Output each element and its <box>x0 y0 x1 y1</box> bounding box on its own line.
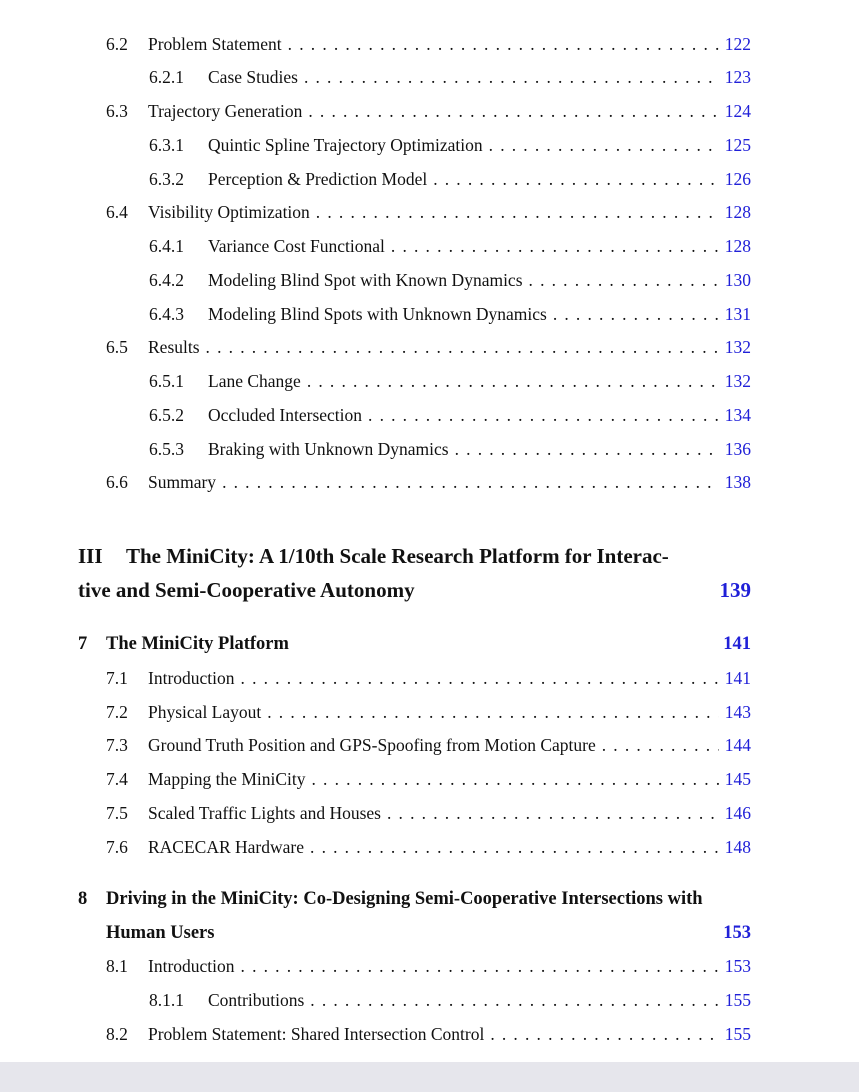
entry-title: Ground Truth Position and GPS-Spoofing from Motion Capture <box>148 734 596 755</box>
toc-entry-6-4[interactable] <box>106 197 751 227</box>
entry-page-link[interactable]: 123 <box>724 66 751 87</box>
entry-number: 6.4.2 <box>149 269 184 290</box>
entry-title: Perception & Prediction Model <box>208 168 428 189</box>
entry-page-link[interactable]: 134 <box>724 404 751 425</box>
entry-page-link[interactable]: 125 <box>724 134 751 155</box>
toc-entry-8-1[interactable] <box>106 951 751 981</box>
entry-title: Lane Change <box>208 370 301 391</box>
entry-title: Mapping the MiniCity <box>148 768 306 789</box>
dot-leader <box>288 34 719 55</box>
toc-entry-6-4-2[interactable] <box>149 265 751 295</box>
entry-page-link[interactable]: 128 <box>724 201 751 222</box>
toc-entry-6-3-1[interactable] <box>149 130 751 160</box>
dot-leader <box>308 101 719 122</box>
toc-entry-6-5[interactable] <box>106 332 751 362</box>
entry-number: 6.5.3 <box>149 438 184 459</box>
entry-title: Variance Cost Functional <box>208 235 385 256</box>
chapter-number: 8 <box>78 888 88 909</box>
entry-number: 6.4 <box>106 201 128 222</box>
entry-page-link[interactable]: 155 <box>724 1023 751 1044</box>
entry-title: Visibility Optimization <box>148 201 310 222</box>
chapter-page-link[interactable]: 141 <box>723 633 751 654</box>
dot-leader <box>316 202 719 223</box>
entry-number: 6.4.3 <box>149 303 184 324</box>
entry-page-link[interactable]: 144 <box>724 734 751 755</box>
entry-page-link[interactable]: 143 <box>724 701 751 722</box>
toc-chapter-8[interactable] <box>78 884 751 914</box>
part-title-continued: tive and Semi-Cooperative Autonomy <box>78 578 415 602</box>
entry-title: Modeling Blind Spot with Known Dynamics <box>208 269 523 290</box>
toc-entry-6-3[interactable] <box>106 96 751 126</box>
entry-title: Trajectory Generation <box>148 100 303 121</box>
toc-entry-7-4[interactable] <box>106 764 751 794</box>
toc-chapter-7[interactable] <box>78 629 751 659</box>
toc-entry-6-4-1[interactable] <box>149 231 751 261</box>
toc-entry-7-5[interactable] <box>106 798 751 828</box>
entry-page-link[interactable]: 146 <box>724 802 751 823</box>
dot-leader <box>267 702 719 723</box>
entry-number: 6.5 <box>106 336 128 357</box>
viewer-bottom-bar <box>0 1062 859 1092</box>
dot-leader <box>455 439 719 460</box>
dot-leader <box>553 304 719 325</box>
entry-number: 8.1.1 <box>149 989 184 1010</box>
dot-leader <box>489 135 719 156</box>
dot-leader <box>310 990 719 1011</box>
dot-leader <box>241 668 719 689</box>
part-title-line-1 <box>78 539 751 573</box>
dot-leader <box>433 169 719 190</box>
dot-leader <box>387 803 719 824</box>
part-page-link[interactable]: 139 <box>719 578 751 602</box>
entry-page-link[interactable]: 155 <box>724 989 751 1010</box>
entry-title: Case Studies <box>208 66 298 87</box>
dot-leader <box>241 956 719 977</box>
toc-entry-6-6[interactable] <box>106 467 751 497</box>
entry-number: 6.3.2 <box>149 168 184 189</box>
entry-page-link[interactable]: 136 <box>724 438 751 459</box>
toc-entry-7-2[interactable] <box>106 697 751 727</box>
chapter-page-link[interactable]: 153 <box>723 922 751 943</box>
dot-leader <box>490 1024 719 1045</box>
dot-leader <box>368 405 719 426</box>
toc-chapter-8-line-2[interactable] <box>106 918 751 948</box>
part-title-line-2 <box>78 573 751 607</box>
entry-title: Problem Statement: Shared Intersection Control <box>148 1023 485 1044</box>
entry-title: Modeling Blind Spots with Unknown Dynamics <box>208 303 547 324</box>
entry-number: 7.2 <box>106 701 128 722</box>
toc-entry-7-3[interactable] <box>106 730 751 760</box>
entry-title: Scaled Traffic Lights and Houses <box>148 802 381 823</box>
entry-page-link[interactable]: 131 <box>724 303 751 324</box>
entry-number: 6.5.2 <box>149 404 184 425</box>
dot-leader <box>307 371 719 392</box>
entry-title: Results <box>148 336 200 357</box>
entry-number: 8.1 <box>106 955 128 976</box>
dot-leader <box>222 472 719 493</box>
entry-page-link[interactable]: 122 <box>724 33 751 54</box>
entry-title: RACECAR Hardware <box>148 836 305 857</box>
entry-number: 7.1 <box>106 667 128 688</box>
toc-part-3[interactable] <box>78 539 751 607</box>
entry-title: Summary <box>148 471 217 492</box>
dot-leader <box>391 236 719 257</box>
toc-entry-6-4-3[interactable] <box>149 299 751 329</box>
entry-page-link[interactable]: 145 <box>724 768 751 789</box>
toc-entry-7-1[interactable] <box>106 663 751 693</box>
entry-number: 6.4.1 <box>149 235 184 256</box>
entry-title: Introduction <box>148 667 235 688</box>
entry-title: Introduction <box>148 955 235 976</box>
dot-leader <box>206 337 719 358</box>
entry-page-link[interactable]: 138 <box>724 471 751 492</box>
part-title: The MiniCity: A 1/10th Scale Research Platform for Interac- <box>126 544 669 568</box>
chapter-title-continued: Human Users <box>106 922 215 943</box>
entry-number: 6.3 <box>106 100 128 121</box>
toc-entry-6-5-2[interactable] <box>149 400 751 430</box>
dot-leader <box>312 769 720 790</box>
toc-entry-6-5-3[interactable] <box>149 434 751 464</box>
entry-number: 7.5 <box>106 802 128 823</box>
entry-page-link[interactable]: 148 <box>724 836 751 857</box>
entry-number: 7.3 <box>106 734 128 755</box>
entry-number: 6.3.1 <box>149 134 184 155</box>
entry-title: Problem Statement <box>148 33 282 54</box>
entry-number: 7.6 <box>106 836 128 857</box>
toc-entry-6-2-1[interactable] <box>149 62 751 92</box>
entry-title: Occluded Intersection <box>208 404 363 425</box>
dot-leader <box>304 67 719 88</box>
entry-page-link[interactable]: 124 <box>724 100 751 121</box>
chapter-number: 7 <box>78 633 88 654</box>
entry-page-link[interactable]: 132 <box>724 370 751 391</box>
toc-entry-6-3-2[interactable] <box>149 164 751 194</box>
entry-page-link[interactable]: 126 <box>724 168 751 189</box>
dot-leader <box>529 270 719 291</box>
entry-title: Physical Layout <box>148 701 262 722</box>
entry-title: Braking with Unknown Dynamics <box>208 438 449 459</box>
entry-page-link[interactable]: 141 <box>724 667 751 688</box>
toc-entry-8-2[interactable] <box>106 1019 751 1049</box>
entry-number: 8.2 <box>106 1023 128 1044</box>
entry-title: Contributions <box>208 989 305 1010</box>
entry-title: Quintic Spline Trajectory Optimization <box>208 134 483 155</box>
toc-entry-8-1-1[interactable] <box>149 985 751 1015</box>
dot-leader <box>310 837 719 858</box>
entry-number: 6.2 <box>106 33 128 54</box>
part-number: III <box>78 544 103 568</box>
entry-number: 7.4 <box>106 768 128 789</box>
entry-number: 6.5.1 <box>149 370 184 391</box>
chapter-title: Driving in the MiniCity: Co-Designing Semi-Cooperative Intersections with <box>106 888 703 909</box>
entry-number: 6.6 <box>106 471 128 492</box>
entry-page-link[interactable]: 153 <box>724 955 751 976</box>
dot-leader <box>602 735 719 756</box>
toc-entry-6-2[interactable] <box>106 29 751 59</box>
chapter-title: The MiniCity Platform <box>106 633 289 654</box>
entry-page-link[interactable]: 132 <box>724 336 751 357</box>
entry-page-link[interactable]: 130 <box>724 269 751 290</box>
entry-number: 6.2.1 <box>149 66 184 87</box>
toc-entry-7-6[interactable] <box>106 832 751 862</box>
entry-page-link[interactable]: 128 <box>724 235 751 256</box>
toc-entry-6-5-1[interactable] <box>149 366 751 396</box>
